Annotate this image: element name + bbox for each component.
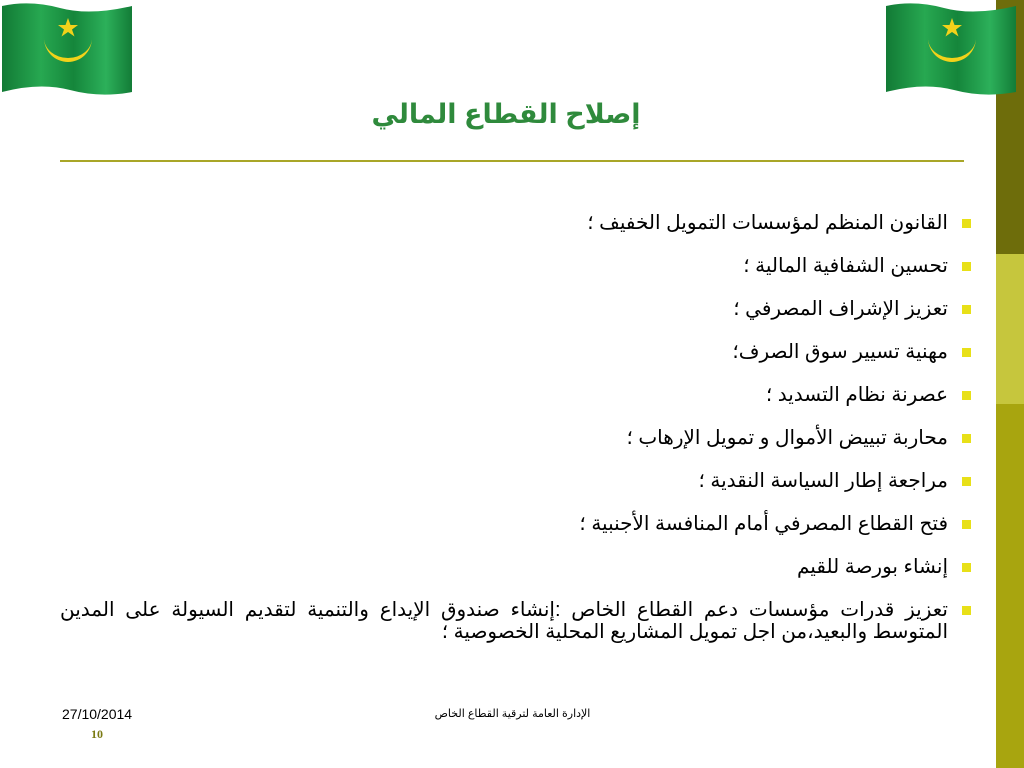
bullet-item: تعزيز قدرات مؤسسات دعم القطاع الخاص :إنشاء صندوق الإيداع والتنمية لتقديم السيولة على المدين المتوسط والبعيد،من اجل تمويل المشاريع المحلية الخصوصية ؛ [60,599,975,643]
footer-organization: الإدارة العامة لترقية القطاع الخاص [434,708,591,720]
bullet-item: القانون المنظم لمؤسسات التمويل الخفيف ؛ [60,212,975,234]
bullet-item: تعزيز الإشراف المصرفي ؛ [60,298,975,320]
page-number: 10 [91,727,103,741]
bullet-item: تحسين الشفافية المالية ؛ [60,255,975,277]
footer-date: 27/10/2014 [62,706,133,722]
bullet-marker-icon [962,262,971,271]
bullet-marker-icon [962,348,971,357]
bullet-marker-icon [962,520,971,529]
bullet-marker-icon [962,391,971,400]
bullet-marker-icon [962,477,971,486]
side-bar-light [996,254,1024,404]
title-divider [60,160,964,162]
bullet-marker-icon [962,606,971,615]
bullet-item: عصرنة نظام التسديد ؛ [60,384,975,406]
mauritania-flag-icon [884,0,1018,98]
side-decoration-bars [996,0,1024,768]
bullet-item: مهنية تسيير سوق الصرف؛ [60,341,975,363]
mauritania-flag-icon [0,0,134,98]
bullet-marker-icon [962,434,971,443]
bullet-marker-icon [962,219,971,228]
bullet-item: فتح القطاع المصرفي أمام المنافسة الأجنبية ؛ [60,513,975,535]
side-bar-mid [996,404,1024,768]
slide-title: إصلاح القطاع المالي [371,99,641,129]
bullet-list [60,212,975,643]
bullet-item: إنشاء بورصة للقيم [60,556,975,578]
bullet-marker-icon [962,305,971,314]
bullet-marker-icon [962,563,971,572]
bullet-item: مراجعة إطار السياسة النقدية ؛ [60,470,975,492]
bullet-item: محاربة تبييض الأموال و تمويل الإرهاب ؛ [60,427,975,449]
